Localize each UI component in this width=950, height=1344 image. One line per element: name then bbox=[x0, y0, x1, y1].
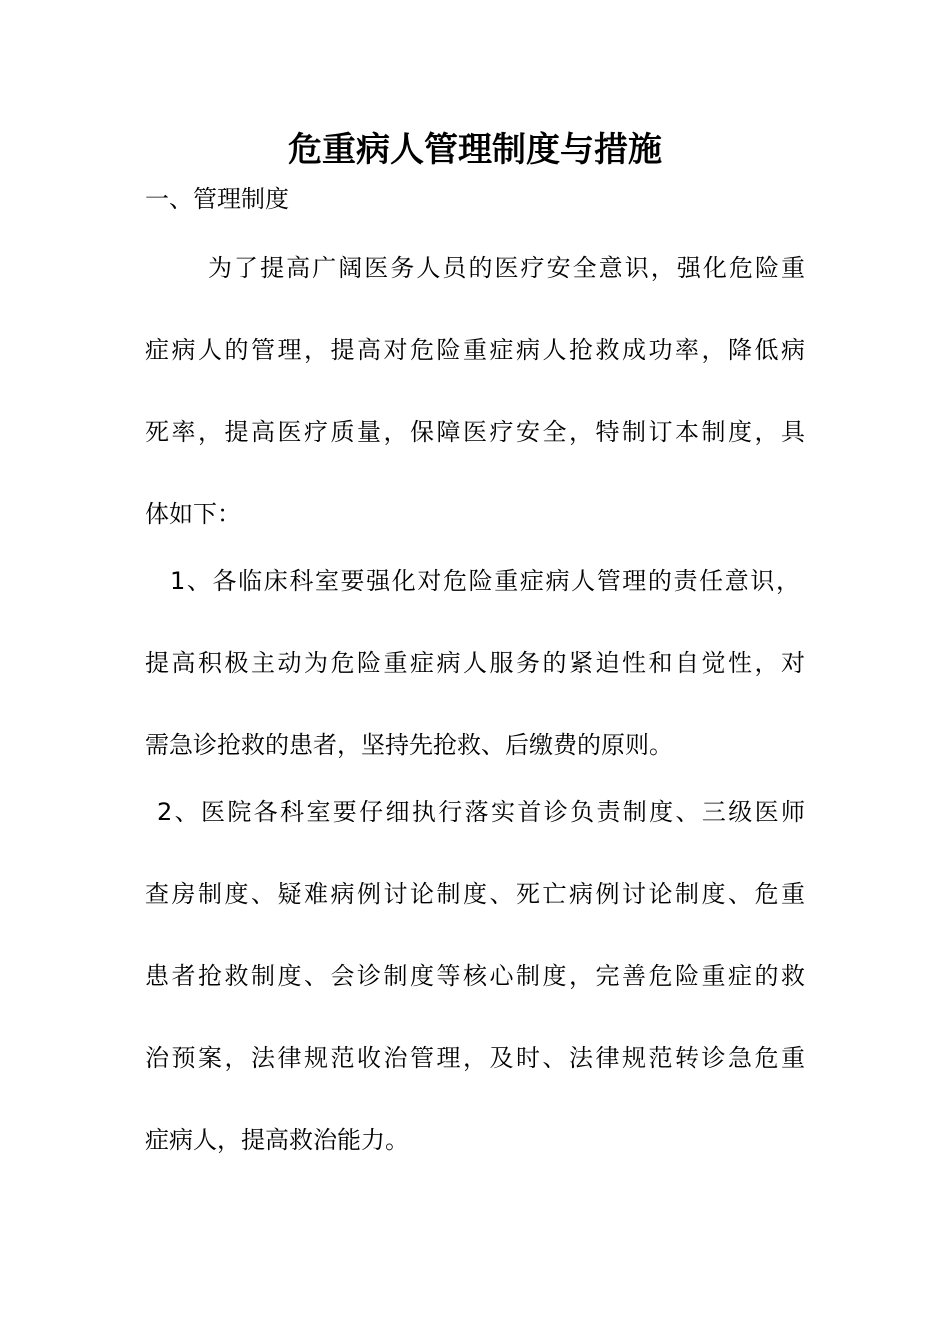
paragraph-line: 患者抢救制度、会诊制度等核心制度，完善危险重症的救 bbox=[145, 962, 805, 990]
paragraph-line: 2、医院各科室要仔细执行落实首诊负责制度、三级医师 bbox=[157, 798, 805, 826]
paragraph-line: 查房制度、疑难病例讨论制度、死亡病例讨论制度、危重 bbox=[145, 880, 805, 908]
document-title: 危重病人管理制度与措施 bbox=[288, 130, 662, 170]
paragraph-line: 体如下： bbox=[145, 500, 241, 528]
paragraph-line: 症病人的管理，提高对危险重症病人抢救成功率，降低病 bbox=[145, 336, 805, 364]
paragraph-line: 提高积极主动为危险重症病人服务的紧迫性和自觉性，对 bbox=[145, 649, 805, 677]
paragraph-line: 死率，提高医疗质量，保障医疗安全，特制订本制度，具 bbox=[145, 418, 805, 446]
paragraph-line: 治预案，法律规范收治管理，及时、法律规范转诊急危重 bbox=[145, 1044, 805, 1072]
paragraph-line: 需急诊抢救的患者，坚持先抢救、后缴费的原则。 bbox=[145, 731, 673, 759]
paragraph-line: 为了提高广阔医务人员的医疗安全意识，强化危险重 bbox=[208, 254, 805, 282]
paragraph-line: 症病人，提高救治能力。 bbox=[145, 1126, 409, 1154]
paragraph-line: 1、各临床科室要强化对危险重症病人管理的责任意识， bbox=[170, 567, 800, 595]
section-heading: 一、管理制度 bbox=[145, 185, 289, 213]
